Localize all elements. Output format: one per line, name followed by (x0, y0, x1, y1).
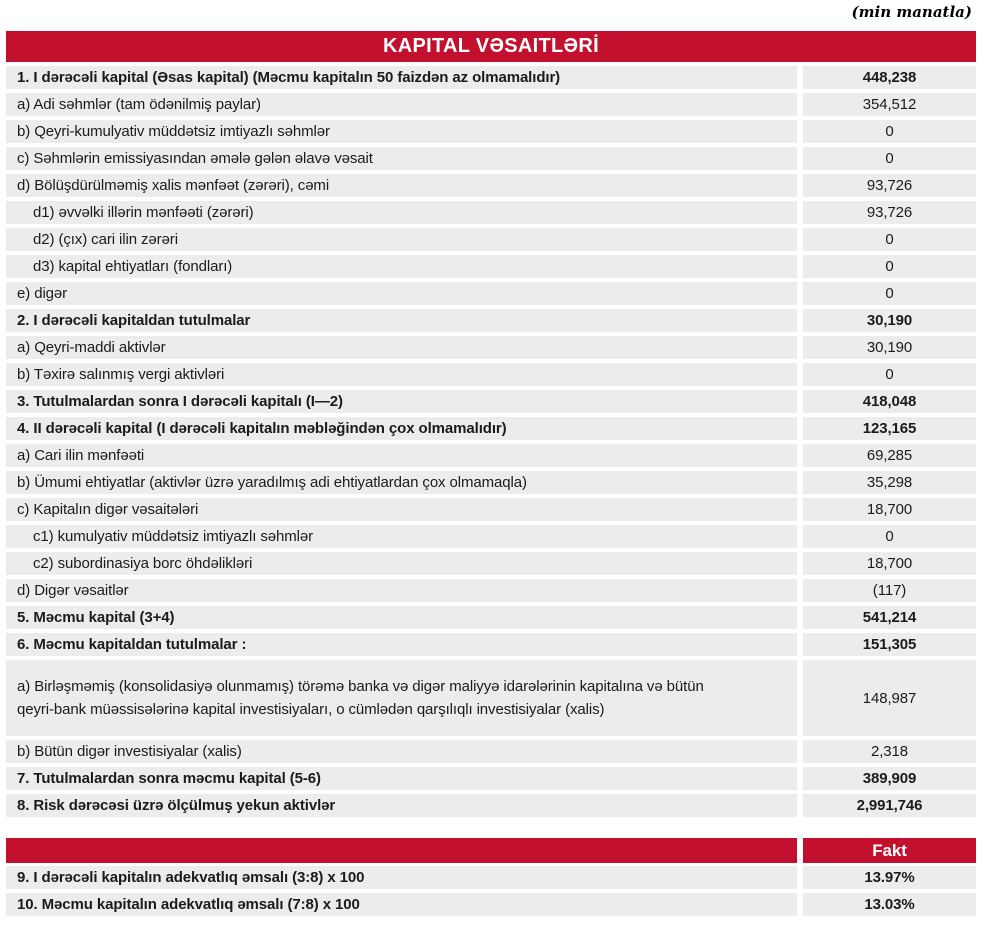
row-label: b) Təxirə salınmış vergi aktivləri (6, 363, 797, 386)
table-row (6, 282, 976, 305)
table-row (6, 893, 976, 916)
row-value: 448,238 (803, 66, 976, 89)
row-value: 151,305 (803, 633, 976, 656)
row-value: 354,512 (803, 93, 976, 116)
row-value: 541,214 (803, 606, 976, 629)
table-row (6, 471, 976, 494)
table-row (6, 498, 976, 521)
row-value: (117) (803, 579, 976, 602)
row-label: c) Kapitalın digər vəsaitələri (6, 498, 797, 521)
row-label: 4. II dərəcəli kapital (I dərəcəli kapitalın məbləğindən çox olmamalıdır) (6, 417, 797, 440)
row-value: 18,700 (803, 552, 976, 575)
row-label: a) Birləşməmiş (konsolidasiyə olunmamış) törəmə banka və digər maliyyə idarələrinin kapitalına və bütün qeyri-bank müəssisələrinə kapital investisiyaları, o cümlədən qarşılıqlı investisiyalar (xalis) (6, 660, 797, 736)
table-row (6, 552, 976, 575)
table-row (6, 66, 976, 89)
row-value: 13.97% (803, 866, 976, 889)
capital-table (6, 31, 976, 817)
row-label: 9. I dərəcəli kapitalın adekvatlıq əmsalı (3:8) x 100 (6, 866, 797, 889)
table-row (6, 525, 976, 548)
table-row (6, 390, 976, 413)
row-label: d) Digər vəsaitlər (6, 579, 797, 602)
table-row (6, 93, 976, 116)
row-label: c) Səhmlərin emissiyasından əmələ gələn əlavə vəsait (6, 147, 797, 170)
table-row (6, 767, 976, 790)
units-note: (min manatla) (851, 3, 972, 21)
table-row (6, 417, 976, 440)
row-label: c1) kumulyativ müddətsiz imtiyazlı səhmlər (6, 525, 797, 548)
row-value: 13.03% (803, 893, 976, 916)
table-row (6, 660, 976, 736)
row-label: a) Adi səhmlər (tam ödənilmiş paylar) (6, 93, 797, 116)
row-label: a) Cari ilin mənfəəti (6, 444, 797, 467)
ratio-header-row (6, 838, 976, 863)
row-label: 1. I dərəcəli kapital (Əsas kapital) (Məcmu kapitalın 50 faizdən az olmamalıdır) (6, 66, 797, 89)
table-row (6, 120, 976, 143)
ratio-header-fakt-cell: Fakt (803, 838, 976, 863)
table-row (6, 579, 976, 602)
row-label: 2. I dərəcəli kapitaldan tutulmalar (6, 309, 797, 332)
row-label: 5. Məcmu kapital (3+4) (6, 606, 797, 629)
table-row (6, 444, 976, 467)
row-label: d1) əvvəlki illərin mənfəəti (zərəri) (6, 201, 797, 224)
row-value: 123,165 (803, 417, 976, 440)
row-label: 6. Məcmu kapitaldan tutulmalar : (6, 633, 797, 656)
table-row (6, 606, 976, 629)
row-value: 30,190 (803, 336, 976, 359)
row-label: d) Bölüşdürülməmiş xalis mənfəət (zərəri), cəmi (6, 174, 797, 197)
table-row (6, 633, 976, 656)
row-value: 93,726 (803, 174, 976, 197)
ratio-header-empty-cell (6, 838, 797, 863)
row-value: 18,700 (803, 498, 976, 521)
row-label: 10. Məcmu kapitalın adekvatlıq əmsalı (7:8) x 100 (6, 893, 797, 916)
table-row (6, 228, 976, 251)
table-row (6, 309, 976, 332)
row-label: d3) kapital ehtiyatları (fondları) (6, 255, 797, 278)
row-label: e) digər (6, 282, 797, 305)
row-value: 35,298 (803, 471, 976, 494)
row-label: 3. Tutulmalardan sonra I dərəcəli kapitalı (I—2) (6, 390, 797, 413)
row-value: 0 (803, 282, 976, 305)
row-value: 0 (803, 255, 976, 278)
row-label: b) Ümumi ehtiyatlar (aktivlər üzrə yaradılmış adi ehtiyatlardan çox olmamaqla) (6, 471, 797, 494)
row-value: 0 (803, 525, 976, 548)
row-value: 0 (803, 228, 976, 251)
row-value: 30,190 (803, 309, 976, 332)
table-row (6, 336, 976, 359)
row-label: c2) subordinasiya borc öhdəlikləri (6, 552, 797, 575)
row-label: 8. Risk dərəcəsi üzrə ölçülmuş yekun aktivlər (6, 794, 797, 817)
row-value: 0 (803, 120, 976, 143)
row-label: b) Qeyri-kumulyativ müddətsiz imtiyazlı səhmlər (6, 120, 797, 143)
row-value: 389,909 (803, 767, 976, 790)
table-title: KAPITAL VƏSAITLƏRİ (6, 31, 976, 62)
row-label: a) Qeyri-maddi aktivlər (6, 336, 797, 359)
table-row (6, 201, 976, 224)
table-row (6, 255, 976, 278)
row-value: 0 (803, 363, 976, 386)
table-row (6, 147, 976, 170)
row-value: 93,726 (803, 201, 976, 224)
row-value: 69,285 (803, 444, 976, 467)
table-row (6, 174, 976, 197)
row-value: 2,318 (803, 740, 976, 763)
capital-table-body (6, 66, 976, 817)
row-value: 148,987 (803, 660, 976, 736)
row-label: b) Bütün digər investisiyalar (xalis) (6, 740, 797, 763)
ratio-table-body (6, 866, 976, 916)
row-value: 2,991,746 (803, 794, 976, 817)
table-row (6, 794, 976, 817)
row-value: 0 (803, 147, 976, 170)
row-value: 418,048 (803, 390, 976, 413)
row-label: d2) (çıx) cari ilin zərəri (6, 228, 797, 251)
table-row (6, 363, 976, 386)
ratio-table (6, 838, 976, 916)
table-row (6, 740, 976, 763)
table-row (6, 866, 976, 889)
row-label: 7. Tutulmalardan sonra məcmu kapital (5-6) (6, 767, 797, 790)
